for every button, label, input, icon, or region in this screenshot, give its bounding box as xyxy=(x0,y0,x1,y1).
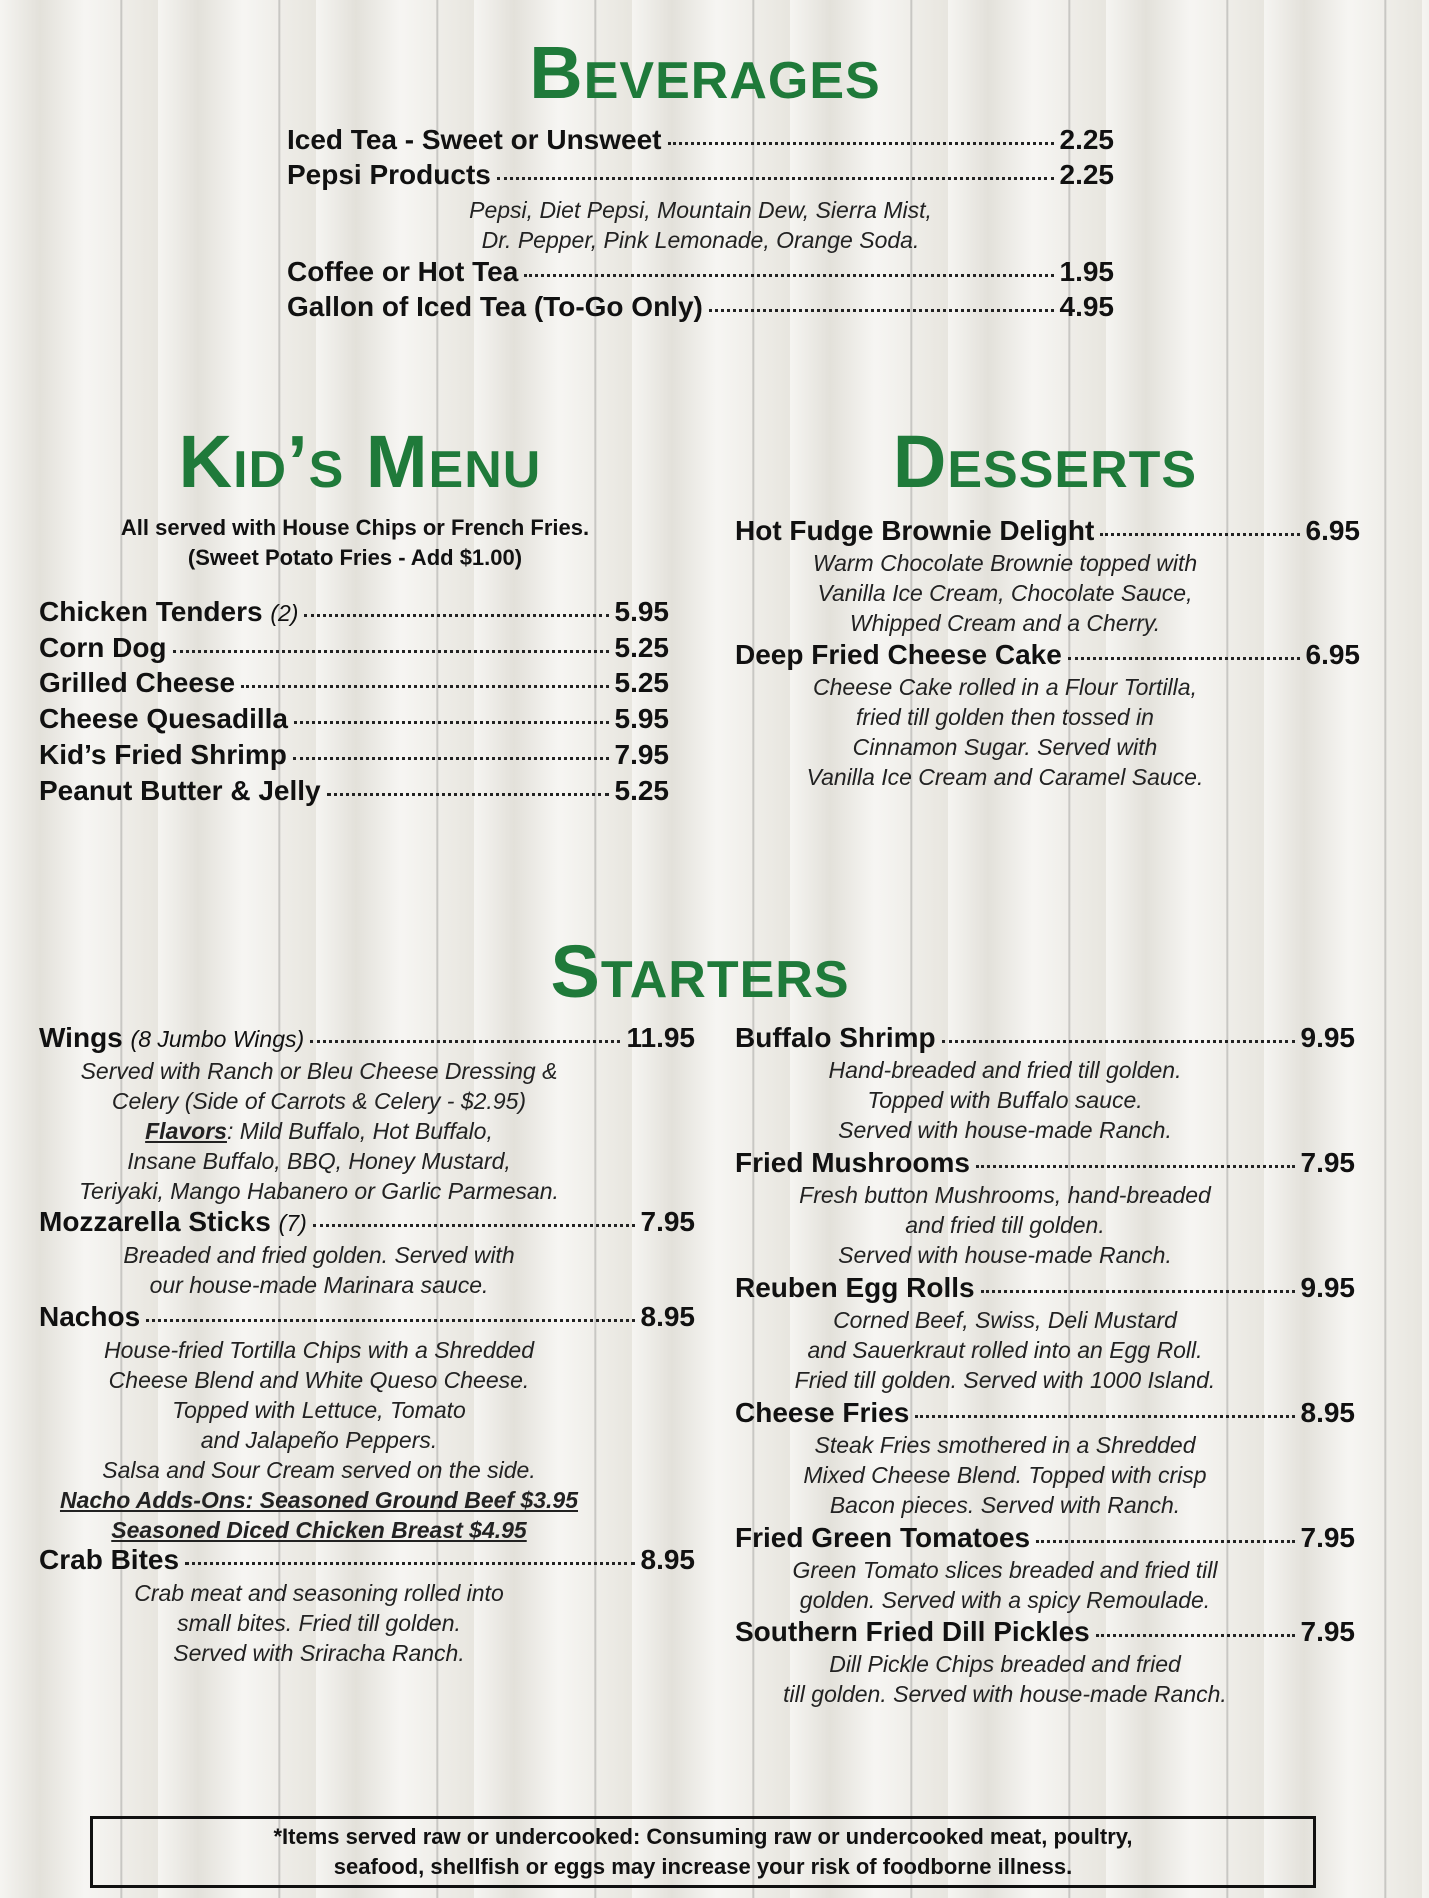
menu-item-cheese-fries: Cheese Fries 8.95 xyxy=(735,1397,1355,1428)
pepsi-description: Pepsi, Diet Pepsi, Mountain Dew, Sierra Mist, Dr. Pepper, Pink Lemonade, Orange Soda. xyxy=(469,197,932,253)
desserts-heading: Desserts xyxy=(892,420,1198,503)
brownie-description: Warm Chocolate Brownie topped with Vanilla Ice Cream, Chocolate Sauce, Whipped Cream and a Cherry. xyxy=(812,550,1198,636)
menu-item-coffee: Coffee or Hot Tea 1.95 xyxy=(287,256,1114,287)
menu-item-pepsi-products: Pepsi Products 2.25 xyxy=(287,159,1114,190)
fried-mushrooms-description: Fresh button Mushrooms, hand-breaded and fried till golden. Served with house-made Ranch. xyxy=(799,1182,1211,1268)
menu-item-corn-dog: Corn Dog 5.25 xyxy=(39,632,669,663)
nacho-addons-2: Seasoned Diced Chicken Breast $4.95 xyxy=(111,1517,527,1543)
menu-item-nachos: Nachos 8.95 xyxy=(39,1301,695,1332)
wings-description: Served with Ranch or Bleu Cheese Dressing & Celery (Side of Carrots & Celery - $2.95) Flavors: Mild Buffalo, Hot Buffalo, Insane Buffalo, BBQ, Honey Mustard, Teriyaki, Mango Habanero or Garlic Parmesan. xyxy=(79,1058,559,1204)
mozzarella-description: Breaded and fried golden. Served with our house-made Marinara sauce. xyxy=(123,1242,515,1298)
menu-item-kids-fried-shrimp: Kid’s Fried Shrimp 7.95 xyxy=(39,739,669,770)
menu-item-gallon-iced-tea: Gallon of Iced Tea (To-Go Only) 4.95 xyxy=(287,291,1114,322)
cheese-fries-description: Steak Fries smothered in a Shredded Mixed Cheese Blend. Topped with crisp Bacon pieces. Served with Ranch. xyxy=(803,1432,1207,1518)
menu-item-mozzarella-sticks: Mozzarella Sticks (7) 7.95 xyxy=(39,1206,695,1237)
raw-food-disclaimer: *Items served raw or undercooked: Consuming raw or undercooked meat, poultry, seafood, shellfish or eggs may increase your risk of foodborne illness. xyxy=(90,1816,1316,1888)
menu-item-chicken-tenders: Chicken Tenders (2) 5.95 xyxy=(39,596,669,627)
menu-item-reuben-egg-rolls: Reuben Egg Rolls 9.95 xyxy=(735,1272,1355,1303)
beverages-heading: Beverages xyxy=(529,31,881,114)
menu-item-cheese-quesadilla: Cheese Quesadilla 5.95 xyxy=(39,703,669,734)
kids-menu-note: All served with House Chips or French Fries. (Sweet Potato Fries - Add $1.00) xyxy=(120,515,590,570)
buffalo-shrimp-description: Hand-breaded and fried till golden. Topped with Buffalo sauce. Served with house-made Ranch. xyxy=(828,1057,1182,1143)
kids-menu-heading: Kid’s Menu xyxy=(178,420,542,503)
menu-item-wings: Wings (8 Jumbo Wings) 11.95 xyxy=(39,1022,695,1053)
cheese-cake-description: Cheese Cake rolled in a Flour Tortilla, fried till golden then tossed in Cinnamon Sugar. Served with Vanilla Ice Cream and Caramel Sauce. xyxy=(806,674,1204,790)
menu-item-fried-green-tomatoes: Fried Green Tomatoes 7.95 xyxy=(735,1522,1355,1553)
menu-item-deep-fried-cheese-cake: Deep Fried Cheese Cake 6.95 xyxy=(735,639,1360,670)
menu-item-fried-mushrooms: Fried Mushrooms 7.95 xyxy=(735,1147,1355,1178)
dill-pickles-description: Dill Pickle Chips breaded and fried till golden. Served with house-made Ranch. xyxy=(783,1651,1227,1707)
menu-item-crab-bites: Crab Bites 8.95 xyxy=(39,1544,695,1575)
reuben-description: Corned Beef, Swiss, Deli Mustard and Sauerkraut rolled into an Egg Roll. Fried till golden. Served with 1000 Island. xyxy=(794,1307,1216,1393)
menu-item-fried-dill-pickles: Southern Fried Dill Pickles 7.95 xyxy=(735,1616,1355,1647)
fried-green-tomatoes-description: Green Tomato slices breaded and fried till golden. Served with a spicy Remoulade. xyxy=(792,1557,1218,1613)
menu-item-grilled-cheese: Grilled Cheese 5.25 xyxy=(39,667,669,698)
flavors-label: Flavors xyxy=(145,1118,227,1144)
menu-item-pbj: Peanut Butter & Jelly 5.25 xyxy=(39,775,669,806)
nachos-description: House-fried Tortilla Chips with a Shredded Cheese Blend and White Queso Cheese. Topped with Lettuce, Tomato and Jalapeño Peppers. Salsa and Sour Cream served on the side. Nacho Adds-Ons: Seasoned Ground Beef $3.95 Seasoned Diced Chicken Breast $4.95 xyxy=(59,1337,579,1543)
menu-item-iced-tea: Iced Tea - Sweet or Unsweet 2.25 xyxy=(287,124,1114,155)
nacho-addons-1: Nacho Adds-Ons: Seasoned Ground Beef $3.95 xyxy=(59,1487,579,1513)
menu-item-buffalo-shrimp: Buffalo Shrimp 9.95 xyxy=(735,1022,1355,1053)
starters-heading: Starters xyxy=(550,930,850,1013)
crab-bites-description: Crab meat and seasoning rolled into small bites. Fried till golden. Served with Sriracha Ranch. xyxy=(134,1580,504,1666)
menu-item-hot-fudge-brownie: Hot Fudge Brownie Delight 6.95 xyxy=(735,515,1360,546)
